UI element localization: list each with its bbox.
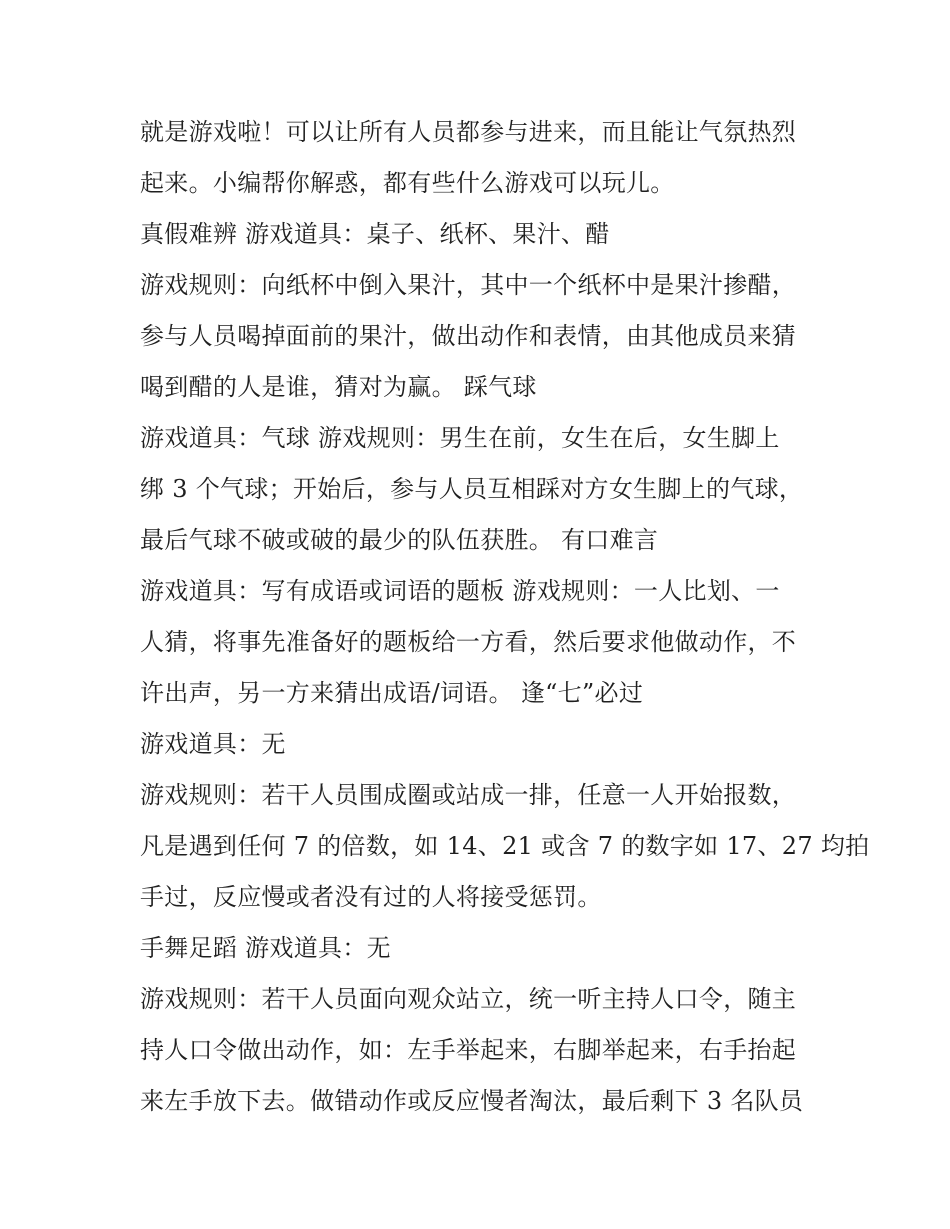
text-line-3: 真假难辨 游戏道具：桌子、纸杯、果汁、醋 bbox=[140, 220, 610, 248]
text-line-20: 来左手放下去。做错动作或反应慢者淘汰，最后剩下 3 名队员 bbox=[140, 1087, 804, 1115]
text-line-8: 绑 3 个气球；开始后，参与人员互相踩对方女生脚上的气球， bbox=[140, 475, 804, 503]
text-line-5: 参与人员喝掉面前的果汁，做出动作和表情，由其他成员来猜 bbox=[140, 322, 797, 350]
text-line-19: 持人口令做出动作，如：左手举起来，右脚举起来，右手抬起 bbox=[140, 1036, 797, 1064]
text-line-2: 起来。小编帮你解惑，都有些什么游戏可以玩儿。 bbox=[140, 169, 675, 197]
text-line-13: 游戏道具：无 bbox=[140, 730, 286, 758]
text-line-11: 人猜，将事先准备好的题板给一方看，然后要求他做动作，不 bbox=[140, 628, 797, 656]
text-line-1: 就是游戏啦！可以让所有人员都参与进来，而且能让气氛热烈 bbox=[140, 118, 797, 146]
text-line-4: 游戏规则：向纸杯中倒入果汁，其中一个纸杯中是果汁掺醋， bbox=[140, 271, 797, 299]
document-body bbox=[140, 107, 870, 1127]
text-line-12: 许出声，另一方来猜出成语/词语。 逢“七”必过 bbox=[140, 679, 644, 707]
text-line-16: 手过，反应慢或者没有过的人将接受惩罚。 bbox=[140, 883, 602, 911]
text-line-14: 游戏规则：若干人员围成圈或站成一排，任意一人开始报数， bbox=[140, 781, 797, 809]
text-line-10: 游戏道具：写有成语或词语的题板 游戏规则：一人比划、一 bbox=[140, 577, 780, 605]
text-line-15: 凡是遇到任何 7 的倍数，如 14、21 或含 7 的数字如 17、27 均拍 bbox=[140, 832, 870, 860]
text-line-17: 手舞足蹈 游戏道具：无 bbox=[140, 934, 391, 962]
text-line-9: 最后气球不破或破的最少的队伍获胜。 有口难言 bbox=[140, 526, 659, 554]
text-line-18: 游戏规则：若干人员面向观众站立，统一听主持人口令，随主 bbox=[140, 985, 797, 1013]
text-line-7: 游戏道具：气球 游戏规则：男生在前，女生在后，女生脚上 bbox=[140, 424, 780, 452]
text-line-6: 喝到醋的人是谁，猜对为赢。 踩气球 bbox=[140, 373, 537, 401]
